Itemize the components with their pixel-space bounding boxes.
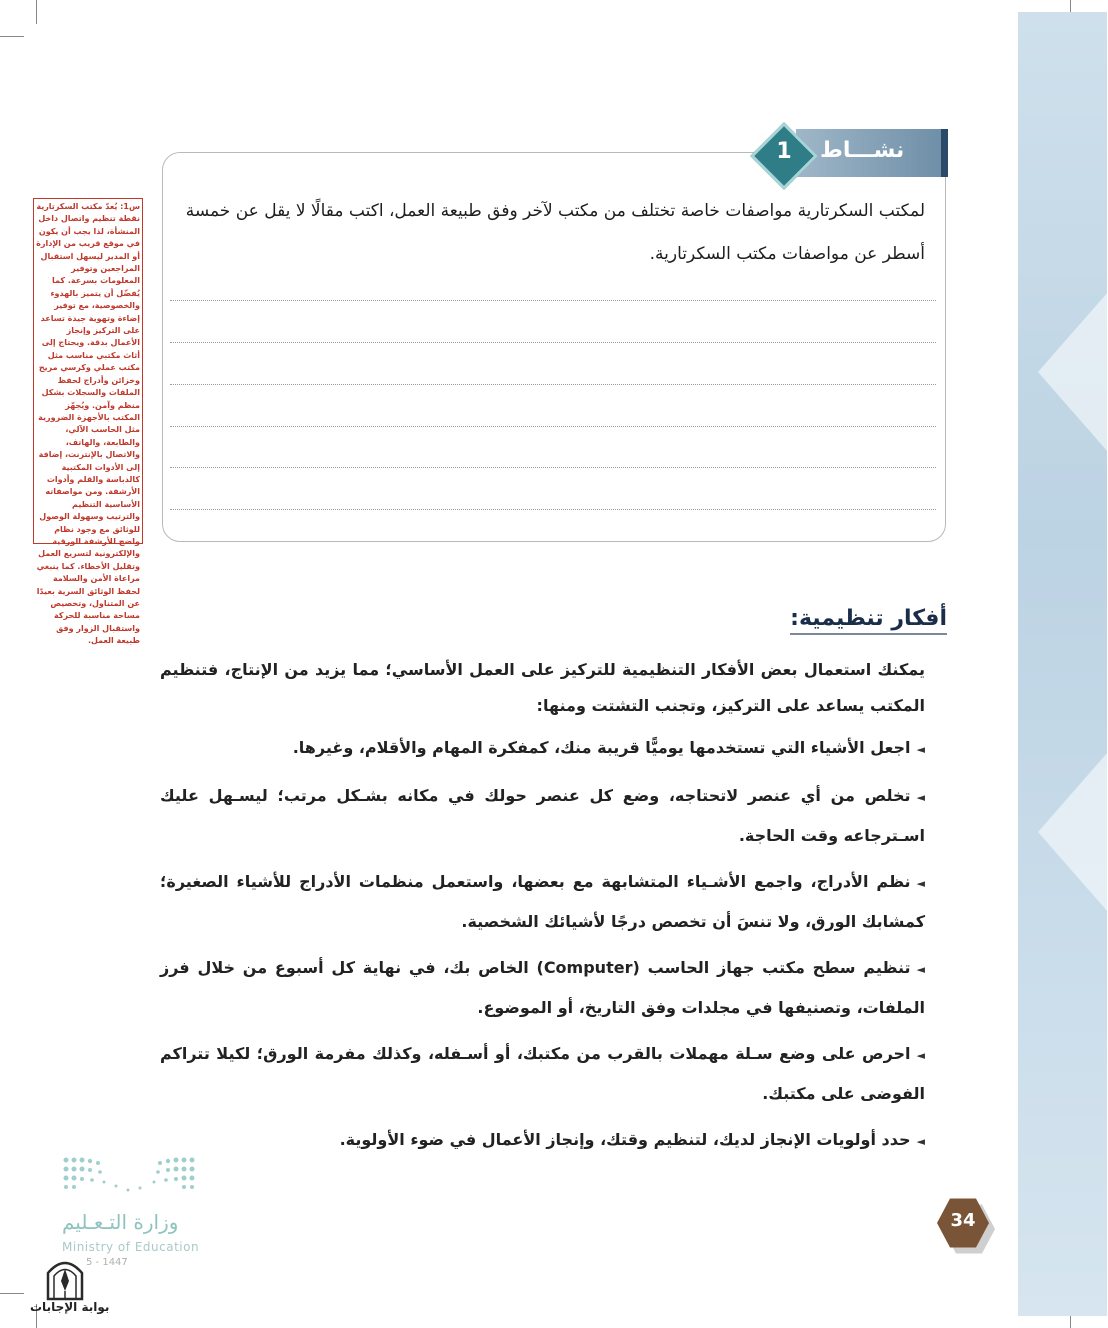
list-item xyxy=(160,863,925,941)
portal-label: بوابة الإجابات xyxy=(30,1300,110,1314)
section-intro: يمكنك استعمال بعض الأفكار التنظيمية للتركيز على العمل الأساسي؛ مما يزيد من الإنتاج، فتنظيم المكتب يساعد على التركيز، وتجنب التشتت ومنها: xyxy=(160,660,925,715)
activity-label: نشـــاط xyxy=(820,138,905,163)
bullet-icon: ◄ xyxy=(916,1049,925,1062)
answer-line[interactable] xyxy=(170,426,936,427)
answer-line[interactable] xyxy=(170,509,936,510)
list-item-text: اجعل الأشياء التي تستخدمها يوميًّا قريبة منك، كمفكرة المهام والأقلام، وغيرها. xyxy=(292,738,911,757)
portal-logo-icon xyxy=(44,1255,86,1301)
answer-line[interactable] xyxy=(170,300,936,301)
crop-mark xyxy=(0,1293,24,1294)
ministry-name-arabic: وزارة التـعـليم xyxy=(62,1210,179,1234)
crop-mark xyxy=(36,0,37,24)
crop-mark xyxy=(0,36,24,37)
list-item xyxy=(160,777,925,855)
activity-prompt-line: أسطر عن مواصفات مكتب السكرتارية. xyxy=(649,244,925,264)
list-item-text: تخلص من أي عنصر لاتحتاجه، وضع كل عنصر حولك في مكانه بشـكل مرتب؛ ليسـهل عليك اسـترجاعه وقت الحاجة. xyxy=(160,786,925,845)
answer-note: س1: يُعدّ مكتب السكرتارية نقطة تنظيم واتصال داخل المنشأة، لذا يجب أن يكون في موقع قريب من الإدارة أو المدير ليسهل استقبال المراجعين وتوفير المعلومات بسرعة. كما يُفضّل أن يتميز بالهدوء والخصوصية، مع توفير إضاءة وتهوية جيدة تساعد على التركيز وإنجاز الأعمال بدقة. ويحتاج إلى أثاث مكتبي مناسب مثل مكتب عملي وكرسي مريح وخزائن وأدراج لحفظ الملفات والسجلات بشكل منظم وآمن. ويُجهّز المكتب بالأجهزة الضرورية مثل الحاسب الآلي، والطابعة، والهاتف، والاتصال بالإنترنت، إضافة إلى الأدوات المكتبية كالدباسة والقلم وأدوات الأرشفة. ومن مواصفاته الأساسية التنظيم والترتيب وسهولة الوصول للوثائق مع وجود نظام واضح للأرشفة الورقية والإلكترونية لتسريع العمل وتقليل الأخطاء. كما ينبغي مراعاة الأمن والسلامة لحفظ الوثائق السرية بعيدًا عن المتناول، وتخصيص مساحة مناسبة للحركة واستقبال الزوار وفق طبيعة العمل. xyxy=(33,198,143,544)
page-number: 34 xyxy=(950,1210,976,1231)
list-item xyxy=(160,1121,925,1161)
bullet-icon: ◄ xyxy=(916,791,925,804)
bullet-icon: ◄ xyxy=(916,1135,925,1148)
ministry-name-english: Ministry of Education xyxy=(62,1240,200,1254)
answer-line[interactable] xyxy=(170,342,936,343)
bullet-icon: ◄ xyxy=(916,877,925,890)
list-item-text: تنظيم سطح مكتب جهاز الحاسب (Computer) الخاص بك، في نهاية كل أسبوع من خلال فرز الملفات، وتصنيفها في مجلدات وفق التاريخ، أو الموضوع. xyxy=(160,958,925,1017)
list-item-text: نظم الأدراج، واجمع الأشـياء المتشابهة مع بعضها، واستعمل منظمات الأدراج للأشياء الصغيرة؛ كمشابك الورق، ولا تنسَ أن تخصص درجًا لأشيائك الشخصية. xyxy=(160,872,925,931)
activity-prompt-line: لمكتب السكرتارية مواصفات خاصة تختلف من مكتب لآخر وفق طبيعة العمل، اكتب مقالًا لا يقل عن خمسة xyxy=(185,201,925,221)
bullet-icon: ◄ xyxy=(916,743,925,756)
chevron-decoration xyxy=(1038,292,1108,452)
activity-number: 1 xyxy=(776,139,792,164)
list-item xyxy=(160,949,925,1027)
edition-year: 5 - 1447 xyxy=(86,1257,128,1268)
section-title: أفكار تنظيمية: xyxy=(790,606,947,635)
bullet-icon: ◄ xyxy=(916,963,925,976)
ministry-logo-dots-icon xyxy=(62,1156,196,1196)
list-item-text: حدد أولويات الإنجاز لديك، لتنظيم وقتك، وإنجاز الأعمال في ضوء الأولوية. xyxy=(339,1130,911,1149)
answer-line[interactable] xyxy=(170,384,936,385)
decorative-side-strip xyxy=(1018,12,1107,1316)
list-item xyxy=(160,1035,925,1113)
activity-prompt xyxy=(180,190,925,276)
answer-line[interactable] xyxy=(170,467,936,468)
list-item xyxy=(160,729,925,769)
chevron-decoration xyxy=(1038,752,1108,912)
list-item-text: احرص على وضع سـلة مهملات بالقرب من مكتبك، أو أسـفله، وكذلك مفرمة الورق؛ لكيلا تتراكم الفوضى على مكتبك. xyxy=(160,1044,925,1103)
